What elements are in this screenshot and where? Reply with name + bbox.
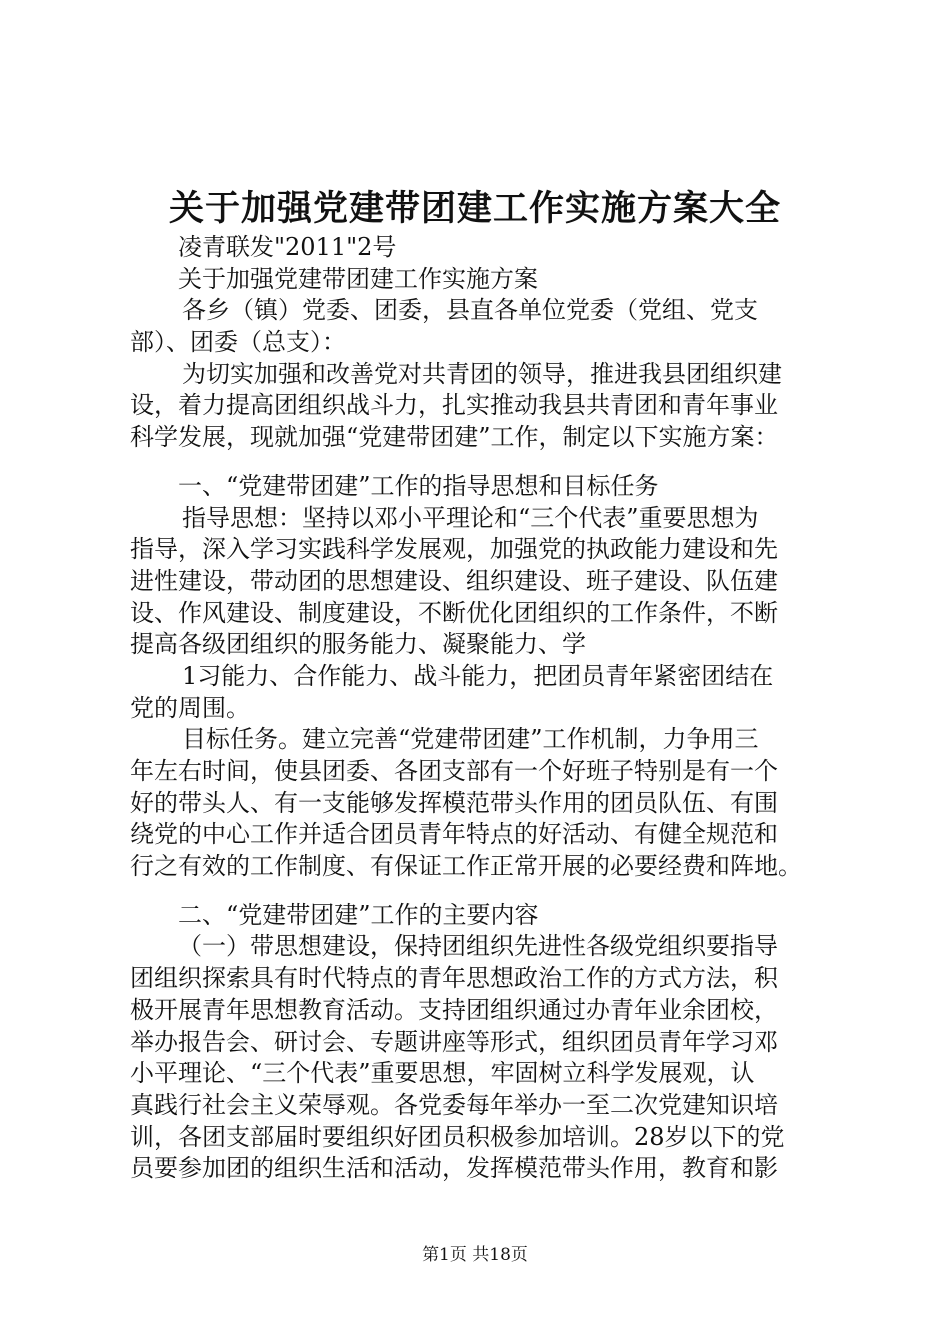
paragraph-line: 提高各级团组织的服务能力、凝聚能力、学 [130,630,586,659]
addressee-line: 各乡（镇）党委、团委，县直各单位党委（党组、党支 [182,296,758,325]
paragraph-line: 真践行社会主义荣辱观。各党委每年举办一至二次党建知识培 [130,1090,778,1119]
paragraph-line: 好的带头人、有一支能够发挥模范带头作用的团员队伍、有围 [130,788,778,817]
paragraph-line: 进性建设，带动团的思想建设、组织建设、班子建设、队伍建 [130,566,778,595]
paragraph-line: 极开展青年思想教育活动。支持团组织通过办青年业余团校， [130,995,778,1024]
doc-number-line: 凌青联发"2011"2号 [178,233,397,261]
document-body [130,232,830,1185]
paragraph-line: 小平理论、“三个代表”重要思想，牢固树立科学发展观，认 [130,1059,755,1088]
paragraph-line: 目标任务。建立完善“党建带团建”工作机制，力争用三 [182,725,759,754]
paragraph-line: （一）带思想建设，保持团组织先进性各级党组织要指导 [178,932,778,961]
paragraph-line: 指导，深入学习实践科学发展观，加强党的执政能力建设和先 [130,535,778,564]
paragraph-line: 设，着力提高团组织战斗力，扎实推动我县共青团和青年事业 [130,391,778,420]
paragraph-line: 训，各团支部届时要组织好团员积极参加培训。28岁以下的党 [130,1122,785,1151]
paragraph-line: 指导思想：坚持以邓小平理论和“三个代表”重要思想为 [182,503,759,532]
addressee-line: 部）、团委（总支）： [130,328,346,357]
paragraph-line: 行之有效的工作制度、有保证工作正常开展的必要经费和阵地。 [130,852,802,881]
paragraph-line: 举办报告会、研讨会、专题讲座等形式，组织团员青年学习邓 [130,1027,778,1056]
paragraph-line: 年左右时间，使县团委、各团支部有一个好班子特别是有一个 [130,757,778,785]
paragraph-line: 1习能力、合作能力、战斗能力，把团员青年紧密团结在 [182,661,774,690]
paragraph-line: 为切实加强和改善党对共青团的领导，推进我县团组织建 [182,359,782,388]
section-heading: 二、“党建带团建”工作的主要内容 [178,900,539,929]
page-footer: 第1页 共18页 [422,1245,528,1265]
paragraph-line: 绕党的中心工作并适合团员青年特点的好活动、有健全规范和 [130,820,778,849]
paragraph-line: 员要参加团的组织生活和活动，发挥模范带头作用，教育和影 [130,1154,778,1183]
subtitle-line: 关于加强党建带团建工作实施方案 [178,264,538,293]
paragraph-line: 团组织探索具有时代特点的青年思想政治工作的方式方法，积 [130,964,778,993]
document-title: 关于加强党建带团建工作实施方案大全 [168,188,781,229]
paragraph-line: 科学发展，现就加强“党建带团建”工作，制定以下实施方案： [130,423,779,452]
paragraph-line: 党的周围。 [130,693,250,722]
paragraph-line: 设、作风建设、制度建设，不断优化团组织的工作条件，不断 [130,598,778,627]
section-heading: 一、“党建带团建”工作的指导思想和目标任务 [178,471,659,500]
